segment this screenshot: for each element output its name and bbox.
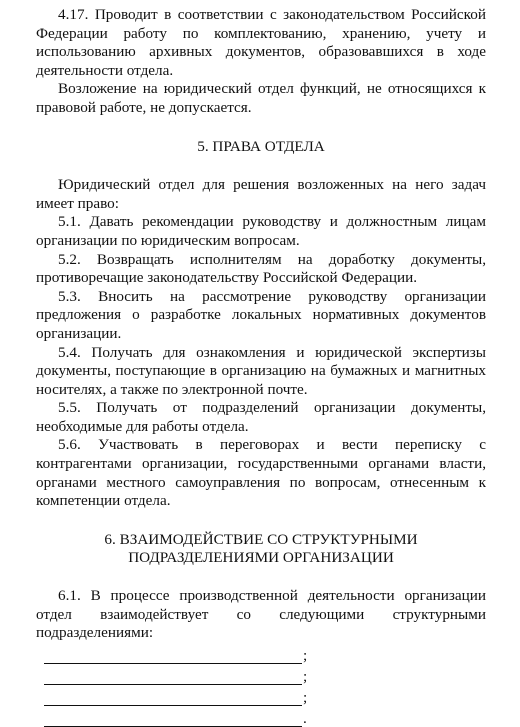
section-6-heading-line-1: 6. ВЗАИМОДЕЙСТВИЕ СО СТРУКТУРНЫМИ xyxy=(104,530,418,548)
fill-in-blank-line xyxy=(36,706,486,727)
right-5-2: 5.2. Возвращать исполнителям на доработку документы, противоречащие законодательству Российской Федерации. xyxy=(36,250,486,287)
blank-underline xyxy=(44,648,302,664)
fill-in-blank-line xyxy=(36,664,486,685)
blank-punctuation: ; xyxy=(303,667,308,685)
paragraph-6-1: 6.1. В процессе производственной деятельности организации отдел взаимодействует со следующими структурными подразделениями: xyxy=(36,587,486,642)
blank-punctuation: ; xyxy=(303,646,308,664)
right-5-4: 5.4. Получать для ознакомления и юридической экспертизы документы, поступающие в организацию на бумажных и магнитных носителях, а также по электронной почте. xyxy=(36,343,486,398)
paragraph-restriction: Возложение на юридический отдел функций, не относящихся к правовой работе, не допускается. xyxy=(36,80,486,116)
blank-underline xyxy=(44,669,302,685)
section-6-heading xyxy=(36,531,486,568)
section-5-lead: Юридический отдел для решения возложенных на него задач имеет право: xyxy=(36,176,486,212)
blank-punctuation: . xyxy=(303,709,307,727)
fill-in-blank-line xyxy=(36,685,486,706)
paragraph-4-17: 4.17. Проводит в соответствии с законодательством Российской Федерации работу по комплектованию, хранению, учету и использованию архивных документов, образовавшихся в ходе деятельности отдела. xyxy=(36,6,486,79)
blank-underline xyxy=(44,711,302,727)
right-5-5: 5.5. Получать от подразделений организации документы, необходимые для работы отдела. xyxy=(36,399,486,435)
right-5-1: 5.1. Давать рекомендации руководству и должностным лицам организации по юридическим вопросам. xyxy=(36,213,486,249)
section-5-heading: 5. ПРАВА ОТДЕЛА xyxy=(197,137,325,155)
right-5-6: 5.6. Участвовать в переговорах и вести переписку с контрагентами организации, государственными органами власти, органами местного самоуправления по вопросам, отнесенным к компетенции отдела. xyxy=(36,436,486,510)
blank-punctuation: ; xyxy=(303,688,308,706)
fill-in-blank-line xyxy=(36,643,486,664)
right-5-3: 5.3. Вносить на рассмотрение руководству организации предложения о разработке локальных нормативных документов организации. xyxy=(36,287,486,342)
section-6-heading-line-2: ПОДРАЗДЕЛЕНИЯМИ ОРГАНИЗАЦИИ xyxy=(128,549,394,567)
blank-underline xyxy=(44,690,302,706)
